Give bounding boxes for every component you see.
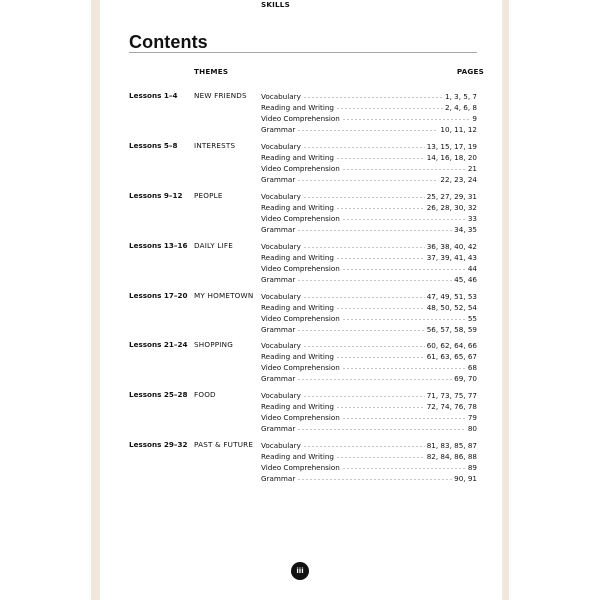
page-number-badge: iii — [291, 562, 309, 580]
skill-row — [261, 373, 477, 384]
dot-leader — [336, 457, 425, 458]
skill-row — [261, 241, 477, 252]
dot-leader — [303, 396, 425, 397]
skill-pages: 81, 83, 85, 87 — [426, 441, 477, 450]
dot-leader — [342, 119, 471, 120]
skill-pages: 10, 11, 12 — [440, 125, 477, 134]
lesson-range: Lessons 13–16 — [129, 241, 188, 250]
dot-leader — [336, 258, 425, 259]
skill-pages: 45, 46 — [454, 275, 477, 284]
skill-row — [261, 451, 477, 462]
skill-label: Reading and Writing — [261, 253, 334, 262]
skill-label: Grammar — [261, 125, 296, 134]
contents-section — [129, 390, 477, 440]
skill-pages: 13, 15, 17, 19 — [426, 142, 477, 151]
dot-leader — [303, 147, 425, 148]
skill-row — [261, 412, 477, 423]
contents-section — [129, 340, 477, 390]
dot-leader — [342, 468, 466, 469]
skills-list — [261, 91, 477, 135]
skills-list — [261, 191, 477, 235]
skill-label: Video Comprehension — [261, 164, 340, 173]
skill-label: Video Comprehension — [261, 413, 340, 422]
dot-leader — [297, 379, 452, 380]
dot-leader — [297, 330, 424, 331]
skills-list — [261, 440, 477, 484]
dot-leader — [297, 180, 438, 181]
dot-leader — [336, 108, 443, 109]
skill-row — [261, 390, 477, 401]
skill-row — [261, 440, 477, 451]
skill-label: Grammar — [261, 175, 296, 184]
skill-label: Reading and Writing — [261, 203, 334, 212]
theme-name: SHOPPING — [194, 340, 233, 349]
dot-leader — [342, 269, 466, 270]
title-rule — [129, 52, 477, 53]
contents-section — [129, 91, 477, 141]
skill-row — [261, 224, 477, 235]
lesson-range: Lessons 17–20 — [129, 291, 188, 300]
skill-label: Reading and Writing — [261, 402, 334, 411]
skill-pages: 55 — [467, 314, 477, 323]
dot-leader — [297, 230, 452, 231]
dot-leader — [303, 247, 425, 248]
contents-section — [129, 241, 477, 291]
document-page — [90, 0, 510, 600]
skill-pages: 89 — [467, 463, 477, 472]
theme-name: INTERESTS — [194, 141, 236, 150]
dot-leader — [336, 208, 425, 209]
theme-name: MY HOMETOWN — [194, 291, 254, 300]
dot-leader — [342, 319, 466, 320]
skill-row — [261, 91, 477, 102]
skills-list — [261, 340, 477, 384]
skill-pages: 9 — [472, 114, 477, 123]
dot-leader — [303, 197, 425, 198]
skill-row — [261, 252, 477, 263]
skill-pages: 47, 49, 51, 53 — [426, 292, 477, 301]
page-title: Contents — [129, 32, 208, 52]
lesson-range: Lessons 1–4 — [129, 91, 178, 100]
lesson-range: Lessons 9–12 — [129, 191, 183, 200]
contents-section — [129, 141, 477, 191]
theme-name: PEOPLE — [194, 191, 223, 200]
skills-list — [261, 241, 477, 285]
skill-label: Video Comprehension — [261, 363, 340, 372]
skill-row — [261, 340, 477, 351]
dot-leader — [342, 219, 466, 220]
skill-label: Reading and Writing — [261, 103, 334, 112]
dot-leader — [336, 308, 425, 309]
theme-name: DAILY LIFE — [194, 241, 233, 250]
skill-label: Vocabulary — [261, 441, 301, 450]
dot-leader — [297, 479, 452, 480]
skill-row — [261, 302, 477, 313]
contents-section — [129, 440, 477, 490]
skill-row — [261, 291, 477, 302]
skill-label: Reading and Writing — [261, 153, 334, 162]
skill-row — [261, 191, 477, 202]
skill-pages: 68 — [467, 363, 477, 372]
lesson-range: Lessons 5–8 — [129, 141, 178, 150]
skill-row — [261, 462, 477, 473]
skill-row — [261, 362, 477, 373]
skill-pages: 25, 27, 29, 31 — [426, 192, 477, 201]
skill-pages: 21 — [467, 164, 477, 173]
skill-pages: 33 — [467, 214, 477, 223]
skill-label: Video Comprehension — [261, 463, 340, 472]
theme-name: NEW FRIENDS — [194, 91, 247, 100]
skill-label: Video Comprehension — [261, 264, 340, 273]
skill-label: Grammar — [261, 275, 296, 284]
dot-leader — [336, 407, 425, 408]
skill-row — [261, 401, 477, 412]
skill-row — [261, 263, 477, 274]
column-header-skills: SKILLS — [261, 0, 290, 9]
skill-pages: 34, 35 — [454, 225, 477, 234]
skills-list — [261, 291, 477, 335]
skill-pages: 26, 28, 30, 32 — [426, 203, 477, 212]
dot-leader — [336, 357, 425, 358]
skill-pages: 56, 57, 58, 59 — [426, 325, 477, 334]
skill-pages: 79 — [467, 413, 477, 422]
skill-pages: 71, 73, 75, 77 — [426, 391, 477, 400]
dot-leader — [297, 280, 452, 281]
dot-leader — [297, 130, 438, 131]
dot-leader — [303, 346, 425, 347]
skill-pages: 14, 16, 18, 20 — [426, 153, 477, 162]
skill-label: Grammar — [261, 424, 296, 433]
skill-pages: 82, 84, 86, 88 — [426, 452, 477, 461]
skill-pages: 72, 74, 76, 78 — [426, 402, 477, 411]
skill-pages: 61, 63, 65, 67 — [426, 352, 477, 361]
skill-row — [261, 274, 477, 285]
skill-pages: 90, 91 — [454, 474, 477, 483]
contents-section — [129, 191, 477, 241]
column-header-themes: THEMES — [194, 67, 229, 76]
skill-label: Vocabulary — [261, 242, 301, 251]
skill-row — [261, 213, 477, 224]
dot-leader — [303, 297, 425, 298]
dot-leader — [342, 368, 466, 369]
skill-label: Vocabulary — [261, 142, 301, 151]
skill-pages: 60, 62, 64, 66 — [426, 341, 477, 350]
skill-label: Video Comprehension — [261, 114, 340, 123]
theme-name: PAST & FUTURE — [194, 440, 254, 449]
skill-row — [261, 152, 477, 163]
skills-list — [261, 141, 477, 185]
skill-label: Grammar — [261, 474, 296, 483]
skill-label: Grammar — [261, 374, 296, 383]
column-header-pages: PAGES — [456, 67, 484, 76]
skill-label: Vocabulary — [261, 92, 301, 101]
skill-label: Vocabulary — [261, 292, 301, 301]
skill-label: Vocabulary — [261, 192, 301, 201]
lesson-range: Lessons 29–32 — [129, 440, 188, 449]
skill-label: Reading and Writing — [261, 303, 334, 312]
skill-label: Vocabulary — [261, 391, 301, 400]
skill-pages: 44 — [467, 264, 477, 273]
theme-name: FOOD — [194, 390, 216, 399]
skill-row — [261, 202, 477, 213]
skill-pages: 80 — [467, 424, 477, 433]
dot-leader — [303, 97, 443, 98]
contents-section — [129, 291, 477, 341]
skill-row — [261, 473, 477, 484]
dot-leader — [342, 169, 466, 170]
skill-pages: 1, 3, 5, 7 — [445, 92, 477, 101]
skill-row — [261, 324, 477, 335]
dot-leader — [303, 446, 425, 447]
skill-row — [261, 141, 477, 152]
skill-pages: 2, 4, 6, 8 — [445, 103, 477, 112]
skill-label: Grammar — [261, 325, 296, 334]
lesson-range: Lessons 25–28 — [129, 390, 188, 399]
skill-row — [261, 113, 477, 124]
skill-label: Reading and Writing — [261, 352, 334, 361]
skill-label: Video Comprehension — [261, 314, 340, 323]
skill-pages: 69, 70 — [454, 374, 477, 383]
skill-row — [261, 102, 477, 113]
skill-pages: 22, 23, 24 — [440, 175, 477, 184]
dot-leader — [336, 158, 425, 159]
skill-row — [261, 351, 477, 362]
skill-row — [261, 124, 477, 135]
skill-pages: 48, 50, 52, 54 — [426, 303, 477, 312]
skill-row — [261, 313, 477, 324]
dot-leader — [342, 418, 466, 419]
skill-label: Video Comprehension — [261, 214, 340, 223]
skill-row — [261, 174, 477, 185]
skill-label: Vocabulary — [261, 341, 301, 350]
skills-list — [261, 390, 477, 434]
skill-row — [261, 423, 477, 434]
lesson-range: Lessons 21–24 — [129, 340, 188, 349]
skill-pages: 36, 38, 40, 42 — [426, 242, 477, 251]
skill-label: Reading and Writing — [261, 452, 334, 461]
skill-pages: 37, 39, 41, 43 — [426, 253, 477, 262]
skill-label: Grammar — [261, 225, 296, 234]
skill-row — [261, 163, 477, 174]
dot-leader — [297, 429, 466, 430]
